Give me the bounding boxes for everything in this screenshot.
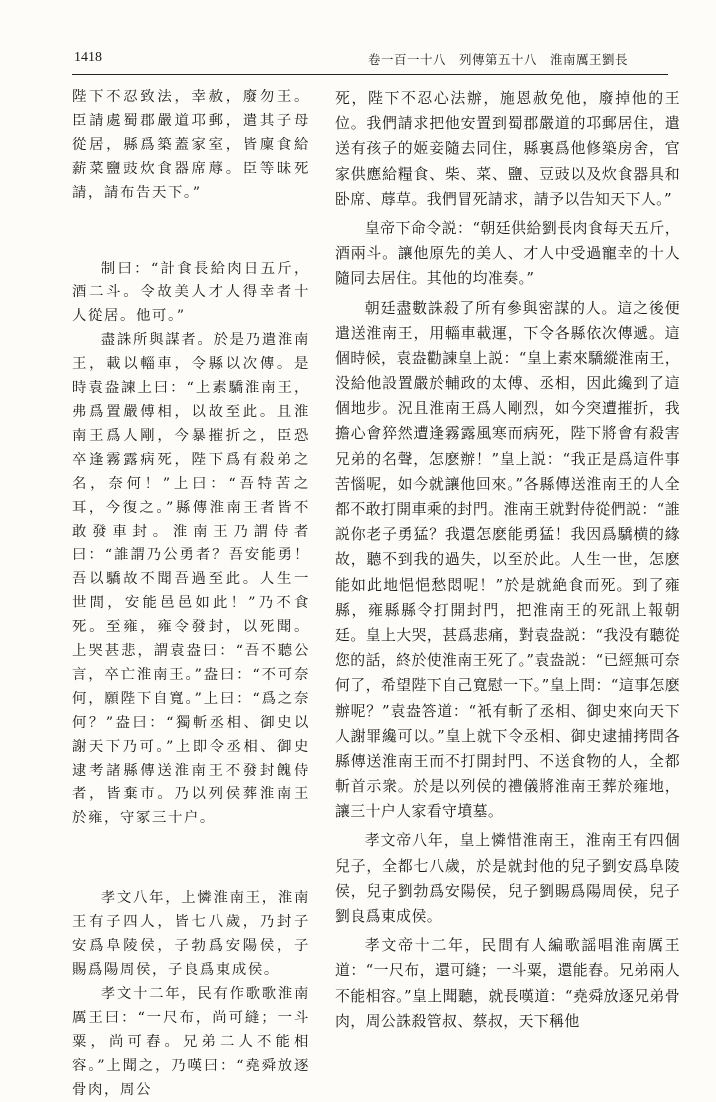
translation-column <box>335 86 680 1030</box>
translation-paragraph: 死，陛下不忍心法辦，施恩赦免他，廢掉他的王位。我們請求把他安置到蜀郡嚴道的邛郵居住，遣送有孩子的姬妾隨去同住，縣裏爲他修築房舍，官家供應給糧食、柴、菜、鹽、豆豉以及炊食器具和卧席、蓐草。我們冒死請求，請予以告知天下人。” <box>335 89 680 208</box>
classical-paragraph: 孝文八年，上憐淮南王，淮南王有子四人，皆七八歲，乃封子安爲阜陵侯，子勃爲安陽侯，子賜爲陽周侯，子良爲東成侯。 <box>72 890 310 978</box>
translation-paragraph: 孝文帝八年，皇上憐惜淮南王，淮南王有四個兒子，全都七八歲，於是就封他的兒子劉安爲阜陵侯，兒子劉勃爲安陽侯，兒子劉賜爲陽周侯，兒子劉良爲東成侯。 <box>335 831 680 925</box>
classical-paragraph: 陛下不忍致法，幸赦，廢勿王。臣請處蜀郡嚴道邛郵，遣其子母從居，縣爲築蓋家室，皆廩食給薪菜鹽豉炊食器席蓐。臣等昧死請，請布告天下。” <box>72 89 310 201</box>
translation-paragraph: 皇帝下命令説：“朝廷供給劉長肉食每天五斤，酒兩斗。讓他原先的美人、才人中受過寵幸的十人隨同去居住。其他的均准奏。” <box>335 218 680 288</box>
classical-paragraph: 制曰：“計食長給肉日五斤，酒二斗。令故美人才人得幸者十人從居。他可。” <box>72 260 310 325</box>
page-header <box>72 44 668 75</box>
classical-paragraph: 盡誅所與謀者。於是乃遣淮南王，載以輜車，令縣以次傳。是時袁盎諫上曰：“上素驕淮南王，弗爲置嚴傅相，以故至此。且淮南王爲人剛，今暴摧折之，臣恐卒逢霧露病死，陛下爲有殺弟之名，奈何！”上曰：“吾特苦之耳，今復之。”縣傳淮南王者皆不敢發車封。淮南王乃謂侍者曰：“誰謂乃公勇者？吾安能勇！吾以驕故不聞吾過至此。人生一世間，安能邑邑如此！”乃不食死。至雍，雍令發封，以死聞。上哭甚悲，謂袁盎曰：“吾不聽公言，卒亡淮南王。”盎曰：“不可奈何，願陛下自寬。”上曰：“爲之奈何？”盎曰：“獨斬丞相、御史以謝天下乃可。”上即令丞相、御史逮考諸縣傳送淮南王不發封餽侍者，皆棄市。乃以列侯葬淮南王於雍，守冢三十户。 <box>72 332 310 827</box>
page-number: 1418 <box>74 50 102 65</box>
translation-paragraph: 朝廷盡數誅殺了所有參與密謀的人。這之後便遣送淮南王，用輜車載運，下令各縣依次傳遞。這個時候，袁盎勸諫皇上説：“皇上素來驕縱淮南王，没給他設置嚴於輔政的太傅、丞相，因此纔到了這個地步。況且淮南王爲人剛烈，如今突遭摧折，我擔心會猝然遭逢霧露風寒而病死，陛下將會有殺害兄弟的名聲，怎麽辦！”皇上説：“我正是爲這件事苦惱呢，如今就讓他回來。”各縣傳送淮南王的人全都不敢打開車乘的封門。淮南王就對侍從們説：“誰説你老子勇猛？我還怎麽能勇猛！我因爲驕横的緣故，聽不到我的過失，以至於此。人生一世，怎麽能如此地悒悒愁悶呢！”於是就絶食而死。到了雍縣，雍縣縣令打開封門，把淮南王的死訊上報朝廷。皇上大哭，甚爲悲痛，對袁盎説：“我没有聽從您的話，終於使淮南王死了。”袁盎説：“已經無可奈何了，希望陛下自己寬慰一下。”皇上問：“這事怎麽辦呢？”袁盎答道：“衹有斬了丞相、御史來向天下人謝罪纔可以。”皇上就下令丞相、御史逮捕拷問各縣傳送淮南王而不打開封門、不送食物的人，全都斬首示衆。於是以列侯的禮儀將淮南王葬於雍地，讓三十户人家看守墳墓。 <box>335 298 680 821</box>
running-title: 卷一百一十八 列傳第五十八 淮南厲王劉長 <box>367 52 628 67</box>
classical-paragraph: 孝文十二年，民有作歌歌淮南厲王曰：“一尺布，尚可縫；一斗粟，尚可舂。兄弟二人不能相容。”上聞之，乃嘆曰：“堯舜放逐骨肉，周公 <box>72 985 310 1098</box>
translation-paragraph: 孝文帝十二年，民間有人編歌謡唱淮南厲王道：“一尺布，還可縫；一斗粟，還能舂。兄弟兩人不能相容。”皇上聞聽，就長嘆道：“堯舜放逐兄弟骨肉，周公誅殺管叔、蔡叔，天下稱他 <box>335 936 680 1030</box>
classical-text-column <box>72 86 310 1098</box>
